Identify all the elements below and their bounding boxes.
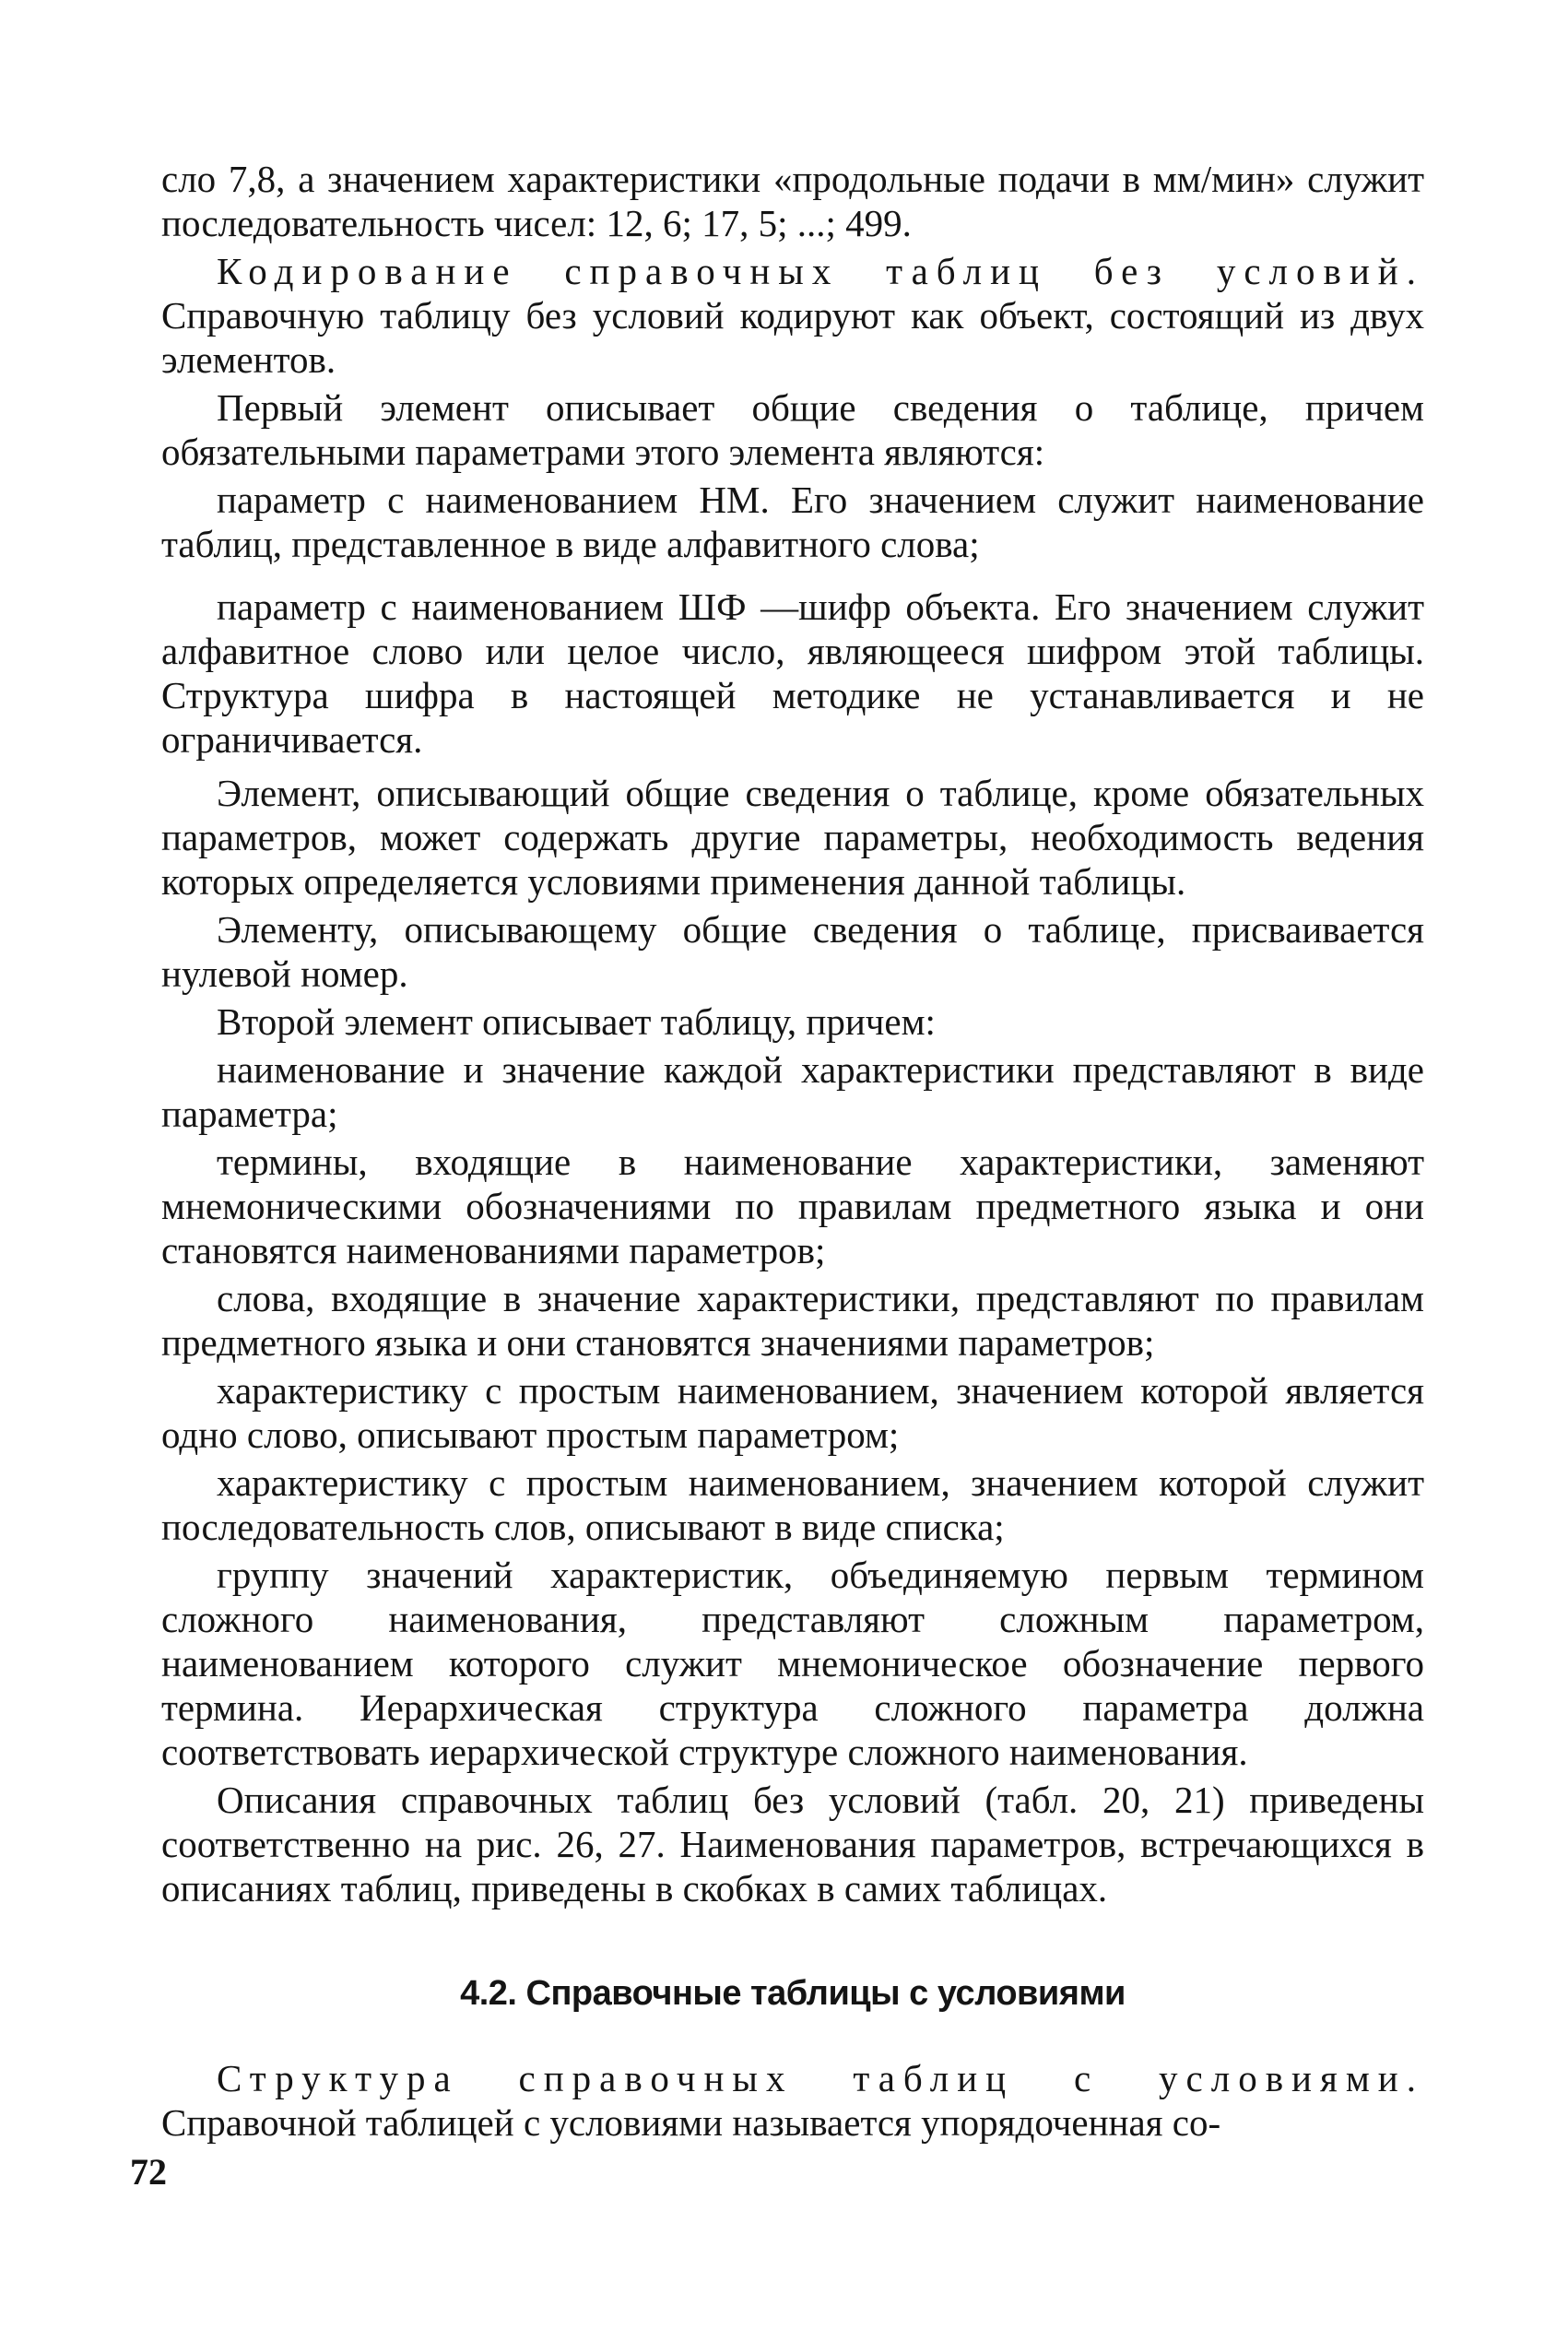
paragraph-list-item: характеристику с простым наименованием, значением которой служит последовательность слов, описывают в виде списка; [161, 1461, 1424, 1548]
paragraph-first-element: Первый элемент описывает общие сведения о таблице, причем обязательными параметрами этого элемента являются: [161, 386, 1424, 473]
paragraph-coding-tables [161, 249, 1424, 382]
paragraph-coding-text: Справочную таблицу без условий кодируют как объект, состоящий из двух элементов. [161, 294, 1424, 381]
paragraph-list-item: термины, входящие в наименование характеристики, заменяют мнемоническими обозначениями по правилам предметного языка и они становятся наименованиями параметров; [161, 1141, 1424, 1271]
paragraph-param-shf: параметр с наименованием ШФ —шифр объекта. Его значением служит алфавитное слово или целое число, являющееся шифром этой таблицы. Структура шифра в настоящей методике не устанавливается и не ограничивается. [161, 585, 1424, 761]
paragraph-list-item: слова, входящие в значение характеристики, представляют по правилам предметного языка и они становятся значениями параметров; [161, 1277, 1424, 1364]
paragraph-zero-number: Элементу, описывающему общие сведения о таблице, присваивается нулевой номер. [161, 908, 1424, 995]
section-heading: 4.2. Справочные таблицы с условиями [460, 1974, 1126, 2013]
paragraph-list-item: группу значений характеристик, объединяемую первым термином сложного наименования, представляют сложным параметром, наименованием которого служит мнемоническое обозначение первого термина. Иерархическая структура сложного параметра должна соответствовать иерархической структуре сложного наименования. [161, 1554, 1424, 1773]
paragraph-list-item: наименование и значение каждой характеристики представляют в виде параметра; [161, 1048, 1424, 1135]
paragraph-structure-tables [161, 2056, 1424, 2145]
spaced-lead-coding: Кодирование справочных таблиц без условий. [217, 250, 1424, 292]
paragraph-descriptions: Описания справочных таблиц без условий (табл. 20, 21) приведены соответственно на рис. 26, 27. Наименования параметров, встречающихся в описаниях таблиц, приведены в скобках в самих таблицах. [161, 1779, 1424, 1909]
page-number: 72 [130, 2151, 167, 2193]
paragraph-continuation: сло 7,8, а значением характеристики «продольные подачи в мм/мин» служит последовательность чисел: 12, 6; 17, 5; ...; 499. [161, 158, 1424, 244]
paragraph-structure-text: Справочной таблицей с условиями называется упорядоченная со- [161, 2101, 1221, 2144]
paragraph-param-nm: параметр с наименованием НМ. Его значением служит наименование таблиц, представленное в виде алфавитного слова; [161, 479, 1424, 565]
paragraph-second-element: Второй элемент описывает таблицу, причем: [217, 1000, 936, 1043]
page-body [161, 157, 1424, 2148]
paragraph-general-element: Элемент, описывающий общие сведения о таблице, кроме обязательных параметров, может содержать другие параметры, необходимость ведения которых определяется условиями применения данной таблицы. [161, 772, 1424, 903]
spaced-lead-structure: Структура справочных таблиц с условиями. [217, 2057, 1424, 2099]
paragraph-list-item: характеристику с простым наименованием, значением которой является одно слово, описывают простым параметром; [161, 1369, 1424, 1456]
